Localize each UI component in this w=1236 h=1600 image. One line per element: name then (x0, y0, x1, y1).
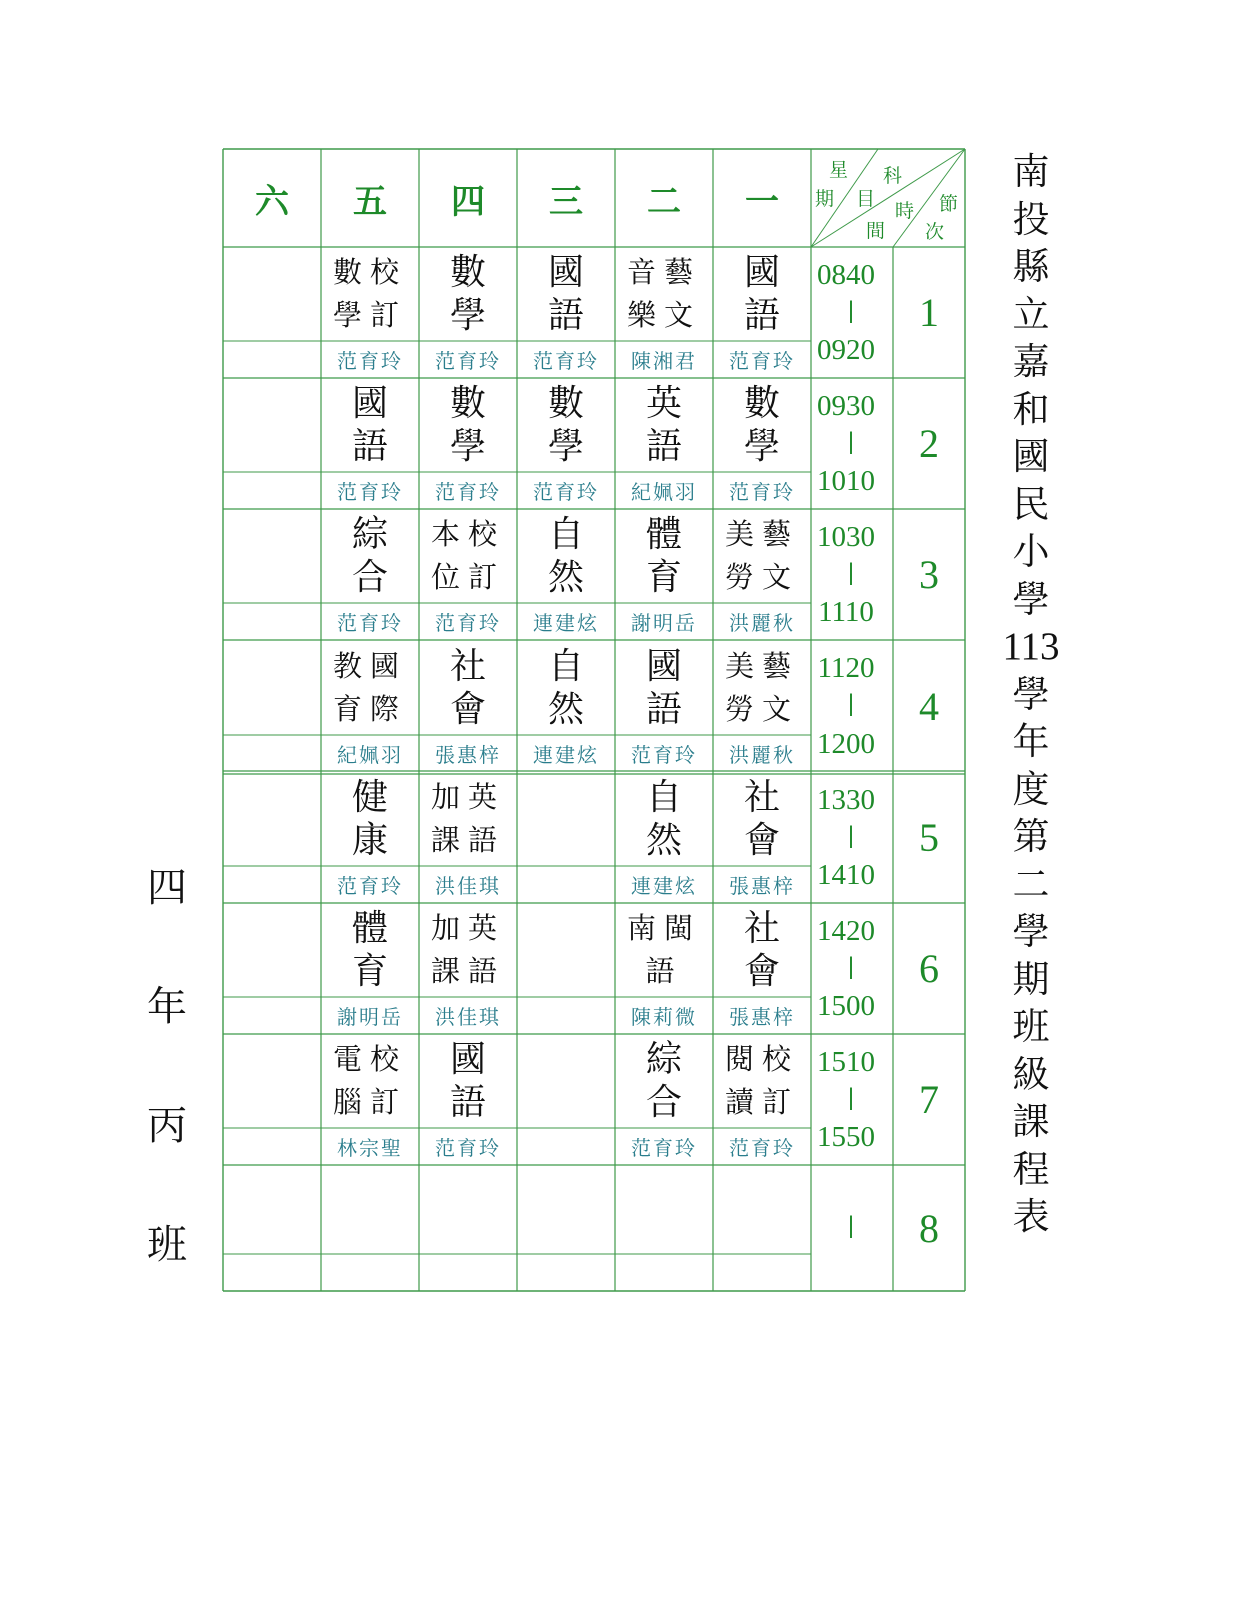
subject-line: 美藝 (724, 648, 799, 683)
subject-cell (321, 640, 419, 735)
subject-cell (223, 1165, 321, 1254)
subject-line: 社 (743, 908, 780, 949)
subject-cell (517, 378, 615, 472)
period-number: 7 (919, 1077, 939, 1122)
teacher-name (517, 1254, 615, 1291)
subject-cell (713, 772, 811, 866)
subject-line: 然 (645, 820, 682, 861)
subject-line: 綜 (351, 514, 388, 555)
subject-cell (223, 247, 321, 341)
teacher-name: 范育玲 (533, 480, 599, 504)
subject-cell (615, 903, 713, 997)
period-start-time: 0930 (817, 389, 875, 422)
subject-line: 閱校 (724, 1042, 799, 1076)
subject-cell (223, 772, 321, 866)
title-char: 國 (1012, 435, 1050, 478)
teacher-name (223, 603, 321, 640)
teacher-name (223, 472, 321, 509)
teacher-name: 范育玲 (729, 480, 795, 504)
subject-cell (419, 247, 517, 341)
teacher-name: 范育玲 (631, 1136, 697, 1160)
subject-line: 然 (547, 688, 584, 730)
period-start-time: 1120 (817, 651, 875, 684)
teacher-name: 范育玲 (337, 611, 403, 635)
subject-cell (713, 1034, 811, 1128)
subject-line: 社 (449, 645, 486, 687)
subject-line: 社 (743, 777, 780, 818)
time-separator: | (847, 821, 855, 849)
teacher-name: 連建炫 (631, 874, 697, 898)
period-end-time: 1410 (817, 858, 875, 891)
title-char: 度 (1012, 767, 1050, 811)
time-separator: | (847, 296, 855, 324)
teacher-name: 陳莉微 (631, 1005, 697, 1029)
subject-line: 語 (547, 295, 584, 336)
teacher-name: 張惠梓 (435, 743, 501, 767)
teacher-name: 范育玲 (631, 743, 697, 767)
period-number: 1 (919, 290, 939, 335)
teacher-name (223, 866, 321, 903)
subject-line: 會 (743, 820, 780, 861)
subject-cell (321, 903, 419, 997)
teacher-name (223, 1254, 321, 1291)
teacher-name: 范育玲 (435, 611, 501, 635)
subject-line: 語 (743, 295, 780, 336)
teacher-name: 連建炫 (533, 611, 599, 635)
time-separator: | (847, 427, 855, 455)
teacher-name (223, 997, 321, 1034)
title-char: 民 (1012, 482, 1050, 526)
title-char: 113 (1002, 625, 1060, 668)
subject-line: 自 (547, 514, 584, 555)
period-end-time: 1010 (817, 464, 875, 497)
title-char: 學 (1012, 910, 1050, 953)
subject-line: 會 (743, 951, 780, 992)
subject-cell (321, 378, 419, 472)
subject-cell (223, 903, 321, 997)
time-separator: | (847, 952, 855, 980)
subject-line: 英 (645, 383, 682, 424)
period-end-time: 1500 (817, 989, 875, 1022)
teacher-name: 謝明岳 (337, 1005, 403, 1029)
header-corner-ke: 科 (883, 165, 903, 187)
subject-line: 南閩 (626, 911, 701, 945)
header-corner-qi: 期 (815, 188, 835, 210)
class-name-char: 年 (147, 984, 187, 1030)
subject-cell (517, 247, 615, 341)
subject-line: 語 (645, 426, 682, 467)
subject-cell (321, 509, 419, 603)
subject-line: 育 (645, 557, 682, 598)
title-char: 投 (1012, 197, 1050, 241)
subject-cell (419, 1034, 517, 1128)
teacher-name: 范育玲 (729, 1136, 795, 1160)
subject-line: 合 (351, 557, 388, 598)
teacher-name: 范育玲 (729, 349, 795, 373)
subject-cell (517, 509, 615, 603)
title-char: 學 (1012, 577, 1050, 621)
subject-cell (615, 1165, 713, 1254)
period-number: 4 (919, 683, 939, 729)
teacher-name: 洪佳琪 (435, 874, 501, 898)
period-end-time: 1110 (818, 595, 874, 628)
class-name-char: 四 (147, 865, 187, 911)
subject-line: 合 (645, 1082, 682, 1123)
title-char: 和 (1012, 387, 1050, 431)
subject-line: 位訂 (430, 560, 505, 594)
day-header-3: 三 (549, 181, 583, 222)
subject-line: 課語 (430, 954, 505, 988)
title-char: 立 (1012, 292, 1050, 336)
period-number: 6 (919, 946, 939, 991)
subject-line: 數 (547, 383, 584, 424)
header-corner-shi: 時 (895, 200, 915, 222)
subject-cell (517, 903, 615, 997)
teacher-name: 范育玲 (337, 349, 403, 373)
subject-cell (419, 903, 517, 997)
subject-cell (419, 1165, 517, 1254)
subject-line: 美藝 (724, 517, 799, 551)
subject-line: 自 (645, 777, 682, 818)
subject-cell (223, 378, 321, 472)
subject-line: 電校 (332, 1042, 407, 1076)
teacher-name (517, 866, 615, 903)
subject-line: 國 (449, 1039, 486, 1080)
header-corner-jie: 節 (939, 193, 959, 215)
subject-cell (615, 378, 713, 472)
title-char: 課 (1012, 1100, 1050, 1143)
subject-line: 數 (449, 383, 486, 424)
subject-cell (615, 772, 713, 866)
title-char: 年 (1012, 720, 1050, 763)
subject-line: 國 (547, 252, 584, 293)
title-char: 縣 (1012, 245, 1050, 288)
period-end-time (811, 1241, 881, 1285)
subject-line: 自 (547, 645, 584, 687)
header-corner-ci: 次 (925, 221, 945, 243)
subject-line: 健 (351, 777, 388, 818)
period-start-time: 1330 (817, 783, 875, 816)
period-number: 5 (919, 815, 939, 860)
title-char: 學 (1012, 672, 1050, 716)
time-separator: | (847, 558, 855, 586)
subject-line: 體 (645, 514, 682, 555)
subject-line: 國 (743, 252, 780, 293)
subject-cell (713, 247, 811, 341)
subject-cell (517, 772, 615, 866)
subject-cell (321, 247, 419, 341)
subject-line: 綜 (645, 1039, 682, 1080)
subject-line: 國 (351, 383, 388, 424)
teacher-name (517, 1128, 615, 1165)
header-corner-xing: 星 (829, 159, 849, 181)
teacher-name (419, 1254, 517, 1291)
subject-line: 語 (351, 426, 388, 467)
subject-line: 音藝 (626, 255, 701, 289)
subject-line: 樂文 (626, 298, 701, 332)
teacher-name: 紀姵羽 (631, 480, 697, 504)
teacher-name: 范育玲 (435, 480, 501, 504)
subject-line: 勞文 (724, 560, 799, 594)
class-name (140, 858, 194, 1334)
period-end-time: 0920 (817, 333, 875, 366)
subject-cell (419, 640, 517, 735)
subject-cell (615, 247, 713, 341)
day-header-4: 四 (451, 181, 485, 222)
teacher-name: 洪麗秋 (729, 611, 795, 635)
teacher-name (517, 997, 615, 1034)
teacher-name (615, 1254, 713, 1291)
teacher-name: 范育玲 (337, 874, 403, 898)
teacher-name: 紀姵羽 (337, 743, 403, 767)
teacher-name (223, 735, 321, 772)
subject-line: 學 (743, 426, 780, 467)
teacher-name: 張惠梓 (729, 874, 795, 898)
subject-line: 學 (449, 295, 486, 336)
subject-line: 腦訂 (332, 1085, 407, 1119)
subject-cell (713, 1165, 811, 1254)
time-separator: | (847, 690, 855, 717)
subject-line: 勞文 (724, 691, 799, 726)
title-char: 班 (1012, 1005, 1050, 1048)
period-start-time: 1030 (817, 520, 875, 553)
day-header-1: 一 (745, 181, 779, 222)
title-char: 程 (1012, 1147, 1050, 1191)
subject-line: 讀訂 (724, 1085, 799, 1119)
subject-line: 然 (547, 557, 584, 598)
teacher-name: 范育玲 (533, 349, 599, 373)
subject-line: 會 (449, 688, 486, 730)
subject-line: 體 (351, 908, 388, 949)
subject-line: 育 (351, 951, 388, 992)
subject-cell (615, 640, 713, 735)
teacher-name: 范育玲 (337, 480, 403, 504)
subject-line: 加英 (430, 911, 505, 945)
teacher-name: 謝明岳 (631, 611, 697, 635)
subject-line: 教國 (332, 648, 407, 683)
subject-line: 學訂 (332, 298, 407, 332)
subject-cell (713, 509, 811, 603)
subject-cell (419, 772, 517, 866)
document-title (1002, 148, 1060, 1241)
teacher-name: 范育玲 (435, 1136, 501, 1160)
subject-line: 語 (645, 954, 683, 988)
subject-cell (223, 1034, 321, 1128)
subject-line: 語 (449, 1082, 486, 1123)
teacher-name: 張惠梓 (729, 1005, 795, 1029)
class-name-char: 丙 (147, 1103, 187, 1149)
teacher-name (321, 1254, 419, 1291)
period-start-time: 1420 (817, 914, 875, 947)
period-number: 8 (919, 1205, 939, 1251)
subject-line: 數 (743, 383, 780, 424)
subject-cell (713, 378, 811, 472)
subject-line: 課語 (430, 823, 505, 857)
period-number: 2 (919, 421, 939, 466)
teacher-name: 陳湘君 (631, 349, 697, 373)
subject-cell (713, 903, 811, 997)
subject-line: 育際 (332, 691, 407, 726)
subject-line: 學 (449, 426, 486, 467)
subject-line: 加英 (430, 780, 505, 814)
subject-cell (517, 640, 615, 735)
title-char: 二 (1012, 862, 1050, 906)
header-corner-jian: 間 (866, 220, 886, 242)
time-separator: | (847, 1083, 855, 1111)
subject-cell (615, 509, 713, 603)
subject-cell (517, 1034, 615, 1128)
title-char: 南 (1012, 150, 1050, 193)
subject-line: 國 (645, 645, 682, 687)
subject-line: 學 (547, 426, 584, 467)
teacher-name (223, 1128, 321, 1165)
subject-cell (223, 509, 321, 603)
subject-cell (321, 1165, 419, 1254)
title-char: 表 (1012, 1195, 1050, 1238)
time-separator: | (847, 1212, 855, 1239)
teacher-name: 洪佳琪 (435, 1005, 501, 1029)
day-header-5: 五 (353, 181, 387, 222)
period-start-time: 1510 (817, 1045, 875, 1078)
class-name-char: 班 (147, 1222, 187, 1268)
subject-cell (419, 378, 517, 472)
period-number: 3 (919, 552, 939, 597)
subject-line: 數 (449, 252, 486, 293)
header-corner-mu: 目 (856, 188, 876, 210)
title-char: 嘉 (1012, 340, 1050, 383)
subject-cell (419, 509, 517, 603)
teacher-name: 范育玲 (435, 349, 501, 373)
subject-line: 語 (645, 688, 682, 730)
period-end-time: 1200 (817, 727, 875, 760)
subject-line: 康 (351, 820, 388, 861)
day-header-2: 二 (647, 181, 681, 222)
title-char: 第 (1012, 815, 1050, 858)
subject-line: 本校 (430, 517, 505, 551)
teacher-name (223, 341, 321, 378)
subject-cell (321, 772, 419, 866)
title-char: 小 (1012, 530, 1050, 573)
period-start-time: 0840 (817, 258, 875, 291)
period-end-time: 1550 (817, 1120, 875, 1153)
teacher-name: 連建炫 (533, 743, 599, 767)
day-header-6: 六 (255, 181, 289, 222)
teacher-name: 洪麗秋 (729, 743, 795, 767)
subject-cell (321, 1034, 419, 1128)
subject-line: 數校 (332, 255, 407, 289)
title-char: 級 (1012, 1052, 1050, 1096)
subject-cell (713, 640, 811, 735)
teacher-name: 林宗聖 (337, 1136, 403, 1160)
subject-cell (223, 640, 321, 735)
subject-cell (517, 1165, 615, 1254)
teacher-name (713, 1254, 811, 1291)
subject-cell (615, 1034, 713, 1128)
title-char: 期 (1012, 957, 1050, 1001)
